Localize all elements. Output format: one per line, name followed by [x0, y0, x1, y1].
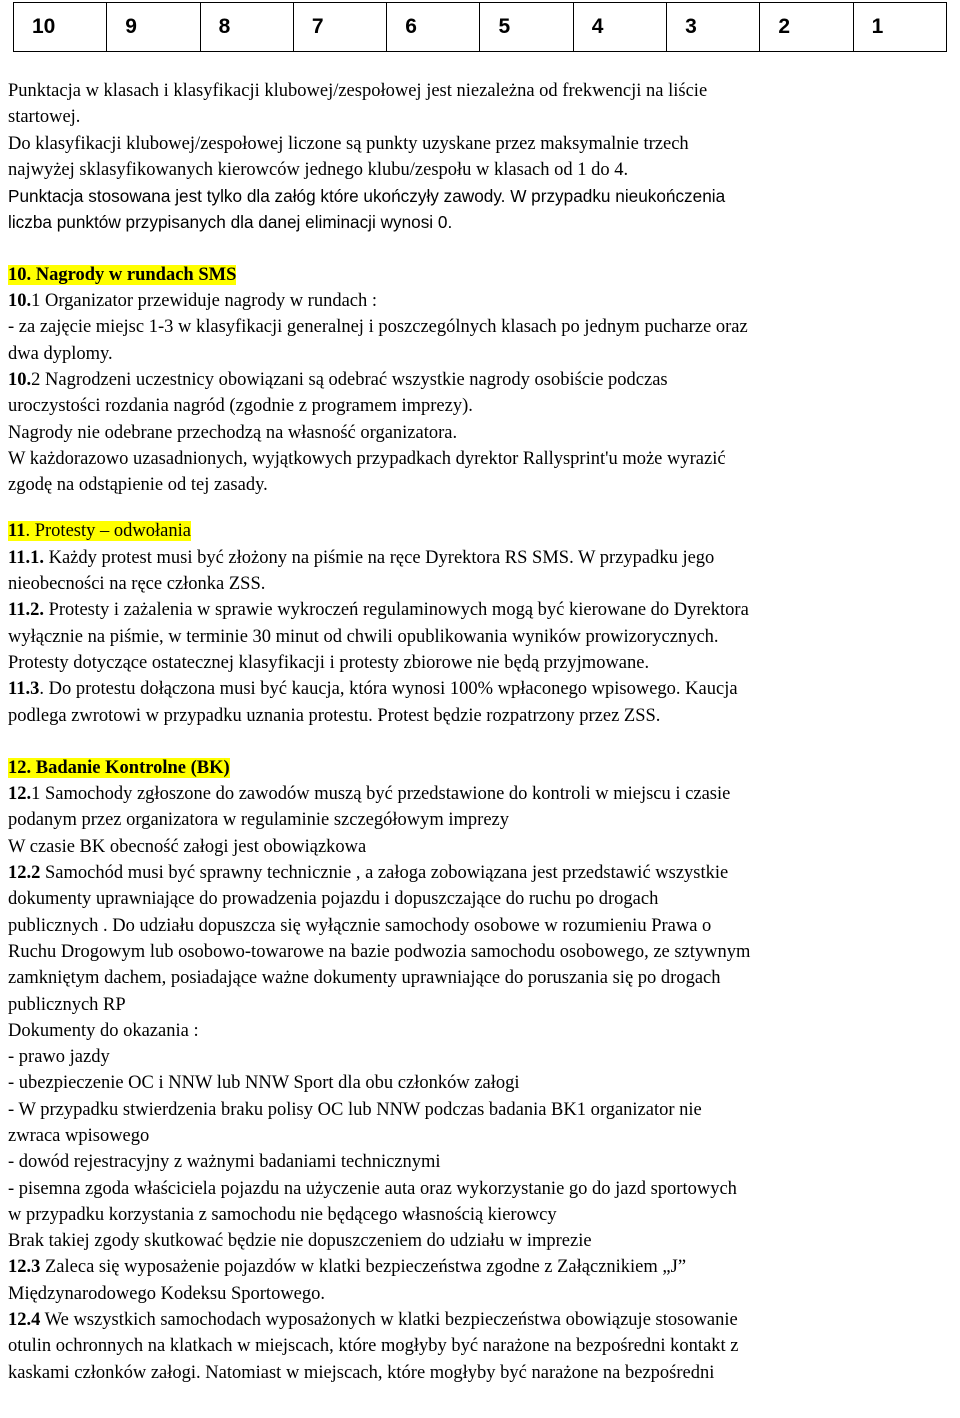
paragraph-number: 10.	[8, 291, 32, 312]
text-span: Zaleca się wyposażenie pojazdów w klatki bezpieczeństwa zgodne z Załącznikiem „J”	[40, 1257, 687, 1278]
document-body	[8, 78, 958, 1386]
section-heading	[8, 518, 958, 544]
text-line: W każdorazowo uzasadnionych, wyjątkowych przypadkach dyrektor Rallysprint'u może wyrazić	[8, 448, 726, 469]
text-line: dwa dyplomy.	[8, 343, 113, 364]
text-line: uroczystości rozdania nagród (zgodnie z programem imprezy).	[8, 396, 473, 417]
text-line	[8, 781, 958, 807]
points-cell: 5	[480, 3, 573, 52]
text-span: 1 Organizator przewiduje nagrody w rundach :	[31, 291, 378, 312]
text-line: publicznych . Do udziału dopuszcza się wyłącznie samochody osobowe w rozumieniu Prawa o	[8, 915, 712, 936]
text-line: zwraca wpisowego	[8, 1125, 150, 1146]
text-line: publicznych RP	[8, 994, 126, 1015]
text-line: podanym przez organizatora w regulaminie szczegółowym imprezy	[8, 810, 510, 831]
points-cell: 4	[573, 3, 666, 52]
document-list-item: - ubezpieczenie OC i NNW lub NNW Sport dla obu członków załogi	[8, 1073, 520, 1094]
text-span: Protesty i zażalenia w sprawie wykroczeń regulaminowych mogą być kierowane do Dyrektora	[43, 600, 749, 621]
text-line	[8, 860, 958, 886]
text-line: zgodę na odstąpienie od tej zasady.	[8, 475, 268, 496]
points-cell: 3	[667, 3, 760, 52]
points-cell: 10	[14, 3, 107, 52]
text-line	[8, 1254, 958, 1280]
points-row	[14, 3, 947, 52]
text-line: wyłącznie na piśmie, w terminie 30 minut od chwili opublikowania wyników prowizorycznych.	[8, 626, 719, 647]
section-heading	[8, 262, 958, 288]
points-cell: 1	[853, 3, 946, 52]
text-line: Międzynarodowego Kodeksu Sportowego.	[8, 1283, 326, 1304]
text-line: startowej.	[8, 107, 81, 128]
paragraph-number: 12.3	[8, 1257, 41, 1278]
paragraph-number: 11.3	[8, 679, 40, 700]
spacer	[8, 729, 958, 755]
text-line: Nagrody nie odebrane przechodzą na własność organizatora.	[8, 422, 458, 443]
points-cell: 9	[107, 3, 200, 52]
paragraph-number: 12.2	[8, 863, 41, 884]
paragraph-number: 12.4	[8, 1310, 41, 1331]
text-span: 2 Nagrodzeni uczestnicy obowiązani są odebrać wszystkie nagrody osobiście podczas	[31, 369, 668, 390]
text-span: 1 Samochody zgłoszone do zawodów muszą być przedstawione do kontroli w miejscu i czasie	[31, 784, 731, 805]
text-line	[8, 676, 958, 702]
document-list-item: - prawo jazdy	[8, 1047, 110, 1068]
text-line: Brak takiej zgody skutkować będzie nie dopuszczeniem do udziału w imprezie	[8, 1231, 592, 1252]
paragraph-number: 11.1.	[8, 547, 44, 568]
text-span: Samochód musi być sprawny technicznie , a załoga zobowiązana jest przedstawić wszystkie	[40, 863, 729, 884]
text-line: W czasie BK obecność załogi jest obowiązkowa	[8, 836, 367, 857]
paragraph-number: 10.	[8, 369, 32, 390]
points-cell: 6	[387, 3, 480, 52]
section-heading-text: 10. Nagrody w rundach SMS	[8, 264, 237, 285]
text-span: . Do protestu dołączona musi być kaucja, która wynosi 100% wpłaconego wpisowego. Kaucja	[39, 679, 738, 700]
text-span: We wszystkich samochodach wyposażonych w klatki bezpieczeństwa obowiązuje stosowanie	[40, 1310, 738, 1331]
spacer	[8, 236, 958, 262]
text-line: Ruchu Drogowym lub osobowo-towarowe na bazie podwozia samochodu osobowego, ze sztywnym	[8, 941, 751, 962]
text-line: nieobecności na ręce członka ZSS.	[8, 574, 266, 595]
spacer	[8, 498, 958, 518]
text-line: w przypadku korzystania z samochodu nie będącego własnością kierowcy	[8, 1204, 557, 1225]
text-line	[8, 545, 958, 571]
section-12	[8, 755, 958, 1386]
document-list-item: - dowód rejestracyjny z ważnymi badaniami technicznymi	[8, 1152, 441, 1173]
section-heading-text: 12. Badanie Kontrolne (BK)	[8, 757, 230, 778]
points-table	[13, 2, 947, 52]
text-line: Do klasyfikacji klubowej/zespołowej liczone są punkty uzyskane przez maksymalnie trzech	[8, 133, 689, 154]
text-line: Protesty dotyczące ostatecznej klasyfikacji i protesty zbiorowe nie będą przyjmowane.	[8, 652, 650, 673]
text-line: podlega zwrotowi w przypadku uznania protestu. Protest będzie rozpatrzony przez ZSS.	[8, 705, 661, 726]
section-heading-text: . Protesty – odwołania	[25, 521, 191, 542]
text-line: Punktacja stosowana jest tylko dla załóg które ukończyły zawody. W przypadku nieukończenia	[8, 186, 726, 207]
text-line: dokumenty uprawniające do prowadzenia pojazdu i dopuszczające do ruchu po drogach	[8, 889, 659, 910]
text-line: najwyżej sklasyfikowanych kierowców jednego klubu/zespołu w klasach od 1 do 4.	[8, 159, 629, 180]
text-line: zamkniętym dachem, posiadające ważne dokumenty uprawniające do poruszania się po drogach	[8, 968, 721, 989]
text-line	[8, 367, 958, 393]
text-line: kaskami członków załogi. Natomiast w miejscach, które mogłyby być narażone na bezpośredni	[8, 1362, 715, 1383]
text-line: Punktacja w klasach i klasyfikacji klubowej/zespołowej jest niezależna od frekwencji na liście	[8, 81, 708, 101]
text-line: liczba punktów przypisanych dla danej eliminacji wynosi 0.	[8, 212, 453, 233]
paragraph-number: 11.2.	[8, 600, 44, 621]
text-span: Każdy protest musi być złożony na piśmie na ręce Dyrektora RS SMS. W przypadku jego	[43, 547, 715, 568]
points-cell: 8	[200, 3, 293, 52]
points-cell: 7	[293, 3, 386, 52]
paragraph-number: 12.	[8, 784, 32, 805]
text-line	[8, 597, 958, 623]
intro-paragraph	[8, 78, 958, 236]
text-line: otulin ochronnych na klatkach w miejscach, które mogłyby być narażone na bezpośredni kontakt z	[8, 1336, 739, 1357]
points-cell: 2	[760, 3, 853, 52]
section-11	[8, 518, 958, 728]
document-list-item: - W przypadku stwierdzenia braku polisy OC lub NNW podczas badania BK1 organizator nie	[8, 1099, 702, 1120]
section-heading	[8, 755, 958, 781]
text-line	[8, 288, 958, 314]
documents-title: Dokumenty do okazania :	[8, 1020, 199, 1041]
section-heading-number: 11	[8, 521, 26, 542]
document-list-item: - pisemna zgoda właściciela pojazdu na użyczenie auta oraz wykorzystanie go do jazd sportowych	[8, 1178, 737, 1199]
text-line: - za zajęcie miejsc 1-3 w klasyfikacji generalnej i poszczególnych klasach po jednym pucharze oraz	[8, 317, 748, 338]
text-line	[8, 1307, 958, 1333]
section-10	[8, 262, 958, 499]
